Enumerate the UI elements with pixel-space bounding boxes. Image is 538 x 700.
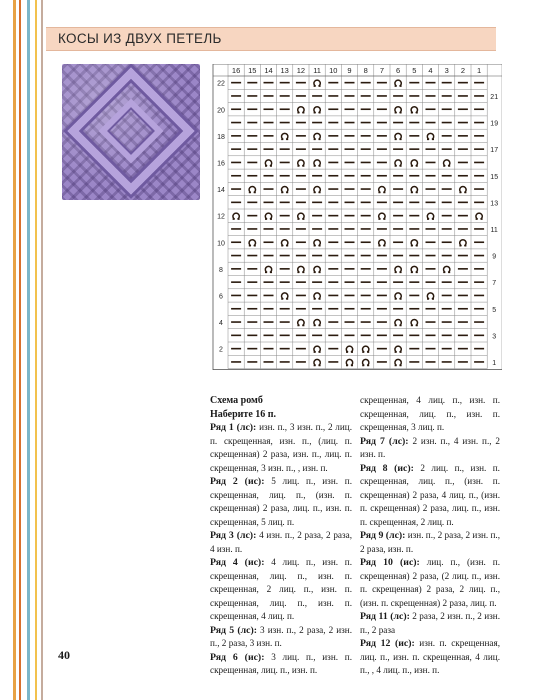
row-number: 3: [492, 333, 497, 341]
instructions-column-2: [360, 394, 500, 678]
column-number: 5: [412, 66, 417, 75]
instructions-column-1: [210, 394, 352, 678]
row-label: Ряд 5 (лс):: [210, 624, 257, 636]
page-number: 40: [58, 648, 70, 662]
row-number: 14: [217, 187, 225, 195]
yarn-strand-rust: [19, 0, 21, 700]
row-instruction: [360, 556, 500, 610]
row-number: 8: [219, 266, 223, 274]
column-number: 16: [231, 66, 241, 75]
column-number: 4: [428, 66, 433, 75]
row-number: 21: [490, 93, 499, 101]
column-number: 6: [396, 66, 401, 75]
knit-sample-photo: [62, 64, 200, 200]
row-label: Ряд 12 (ис):: [360, 638, 415, 649]
row-number: 5: [492, 306, 497, 314]
row-number: 12: [217, 213, 225, 221]
row-number: 9: [492, 253, 497, 261]
instruction-text: скрещенная, 4 лиц. п., изн. п. скрещенная, лиц. п., изн. п. скрещенная, 3 лиц. п.: [360, 395, 500, 432]
row-label: Ряд 1 (лс):: [210, 422, 257, 433]
row-number: 19: [490, 120, 499, 128]
chart-svg: [212, 64, 502, 390]
row-number: 6: [219, 293, 223, 301]
column-number: 9: [347, 66, 352, 75]
yarn-strand-orange: [13, 0, 16, 700]
page-title: КОСЫ ИЗ ДВУХ ПЕТЕЛЬ: [58, 31, 222, 46]
yarn-strand-blue: [27, 0, 30, 700]
row-label: Ряд 8 (ис):: [360, 462, 414, 474]
row-number: 20: [217, 107, 225, 115]
column-number: 15: [248, 66, 257, 75]
row-body: 4 изн. п., 2 раза, 2 раза, 4 изн. п.: [210, 530, 352, 554]
column-number: 1: [477, 66, 482, 75]
row-body: 2 лиц. п., изн. п. скрещенная, лиц. п., (изн. п. скрещенная) 2 раза, 4 лиц. п., (изн. п. скрещенная) 2 раза, лиц. п., изн. п. скрещенная, 2 лиц. п.: [360, 462, 500, 527]
row-instruction: [360, 435, 500, 462]
row-body: изн. п., 2 раза, 2 изн. п., 2 раза, изн. п.: [360, 530, 500, 554]
row-instruction: [210, 475, 352, 529]
row-body: изн. п., 3 изн. п., 2 лиц. п. скрещенная, изн. п., (лиц. п. скрещенная) 2 раза, изн. п., лиц. п. скрещенная, 3 изн. п., , изн. п.: [210, 422, 352, 473]
row-body: 2 изн. п., 4 изн. п., 2 изн. п.: [360, 435, 501, 459]
column-number: 13: [280, 66, 289, 75]
row-label: Ряд 10 (ис):: [360, 557, 420, 568]
row-number: 16: [217, 160, 225, 168]
column-number: 11: [313, 66, 321, 75]
row-number: 1: [492, 359, 497, 367]
column-number: 12: [296, 66, 306, 75]
row-number: 4: [219, 320, 223, 328]
row-instruction: [360, 462, 500, 530]
knitting-chart: [212, 64, 502, 395]
row-number: 22: [217, 80, 225, 88]
row-instruction: [360, 529, 500, 556]
yarn-strand-brown: [41, 0, 43, 700]
row-label: Ряд 4 (ис):: [210, 557, 265, 568]
row-body: 2 раза, 2 изн. п., 2 изн. п., 2 раза: [360, 611, 500, 635]
row-instruction: [360, 610, 500, 637]
row-body: 4 лиц. п., изн. п. скрещенная, лиц. п., изн. п. скрещенная, 2 лиц. п., изн. п. скрещенная, лиц. п., изн. п. скрещенная, 4 лиц. п.: [210, 557, 352, 621]
row-body: лиц. п., (изн. п. скрещенная) 2 раза, (2 лиц. п., изн. п. скрещенная) 2 раза, 2 лиц. п., (изн. п. скрещенная) 2 раза, лиц. п.: [360, 557, 500, 608]
row-label: Ряд 3 (лс):: [210, 530, 257, 541]
column-number: 7: [379, 66, 384, 75]
row-instruction: [210, 651, 352, 678]
row-number: 17: [490, 147, 499, 155]
row-instruction: [210, 556, 352, 624]
row-label: Ряд 7 (лс):: [360, 435, 409, 447]
section-heading: Схема ромб: [210, 395, 263, 406]
row-number: 7: [492, 280, 497, 288]
row-label: Ряд 9 (лс):: [360, 530, 406, 541]
row-body: 3 изн. п., 2 раза, 2 изн. п., 2 раза, 3 изн. п.: [210, 624, 352, 648]
row-instruction: [210, 421, 352, 475]
row-number: 2: [219, 346, 223, 354]
column-number: 10: [329, 66, 338, 75]
row-instruction: [360, 637, 500, 678]
row-label: Ряд 2 (ис):: [210, 476, 265, 487]
row-instruction: [210, 624, 352, 651]
row-number: 15: [490, 173, 499, 181]
column-number: 2: [460, 66, 465, 75]
row-body: изн. п. скрещенная, лиц. п., изн. п. скрещенная, 4 лиц. п., , 4 лиц. п., изн. п.: [360, 638, 500, 675]
row-number: 10: [217, 240, 225, 248]
column-number: 8: [363, 66, 368, 75]
yarn-strand-yellow: [35, 0, 37, 700]
column-number: 14: [264, 66, 273, 75]
row-label: Ряд 11 (лс):: [360, 611, 410, 622]
row-instruction: [210, 529, 352, 556]
row-body: 3 лиц. п., изн. п. скрещенная, лиц. п., изн. п.: [210, 651, 352, 675]
row-number: 11: [490, 226, 498, 234]
row-number: 18: [217, 133, 225, 141]
row-body: 5 лиц. п., изн. п. скрещенная, лиц. п., (изн. п. скрещенная) 2 раза, лиц. п., изн. п. скрещенная, 5 лиц. п.: [210, 476, 352, 527]
section-heading: Наберите 16 п.: [210, 408, 277, 420]
row-number: 13: [490, 200, 499, 208]
column-number: 3: [444, 66, 449, 75]
row-label: Ряд 6 (ис):: [210, 651, 265, 663]
